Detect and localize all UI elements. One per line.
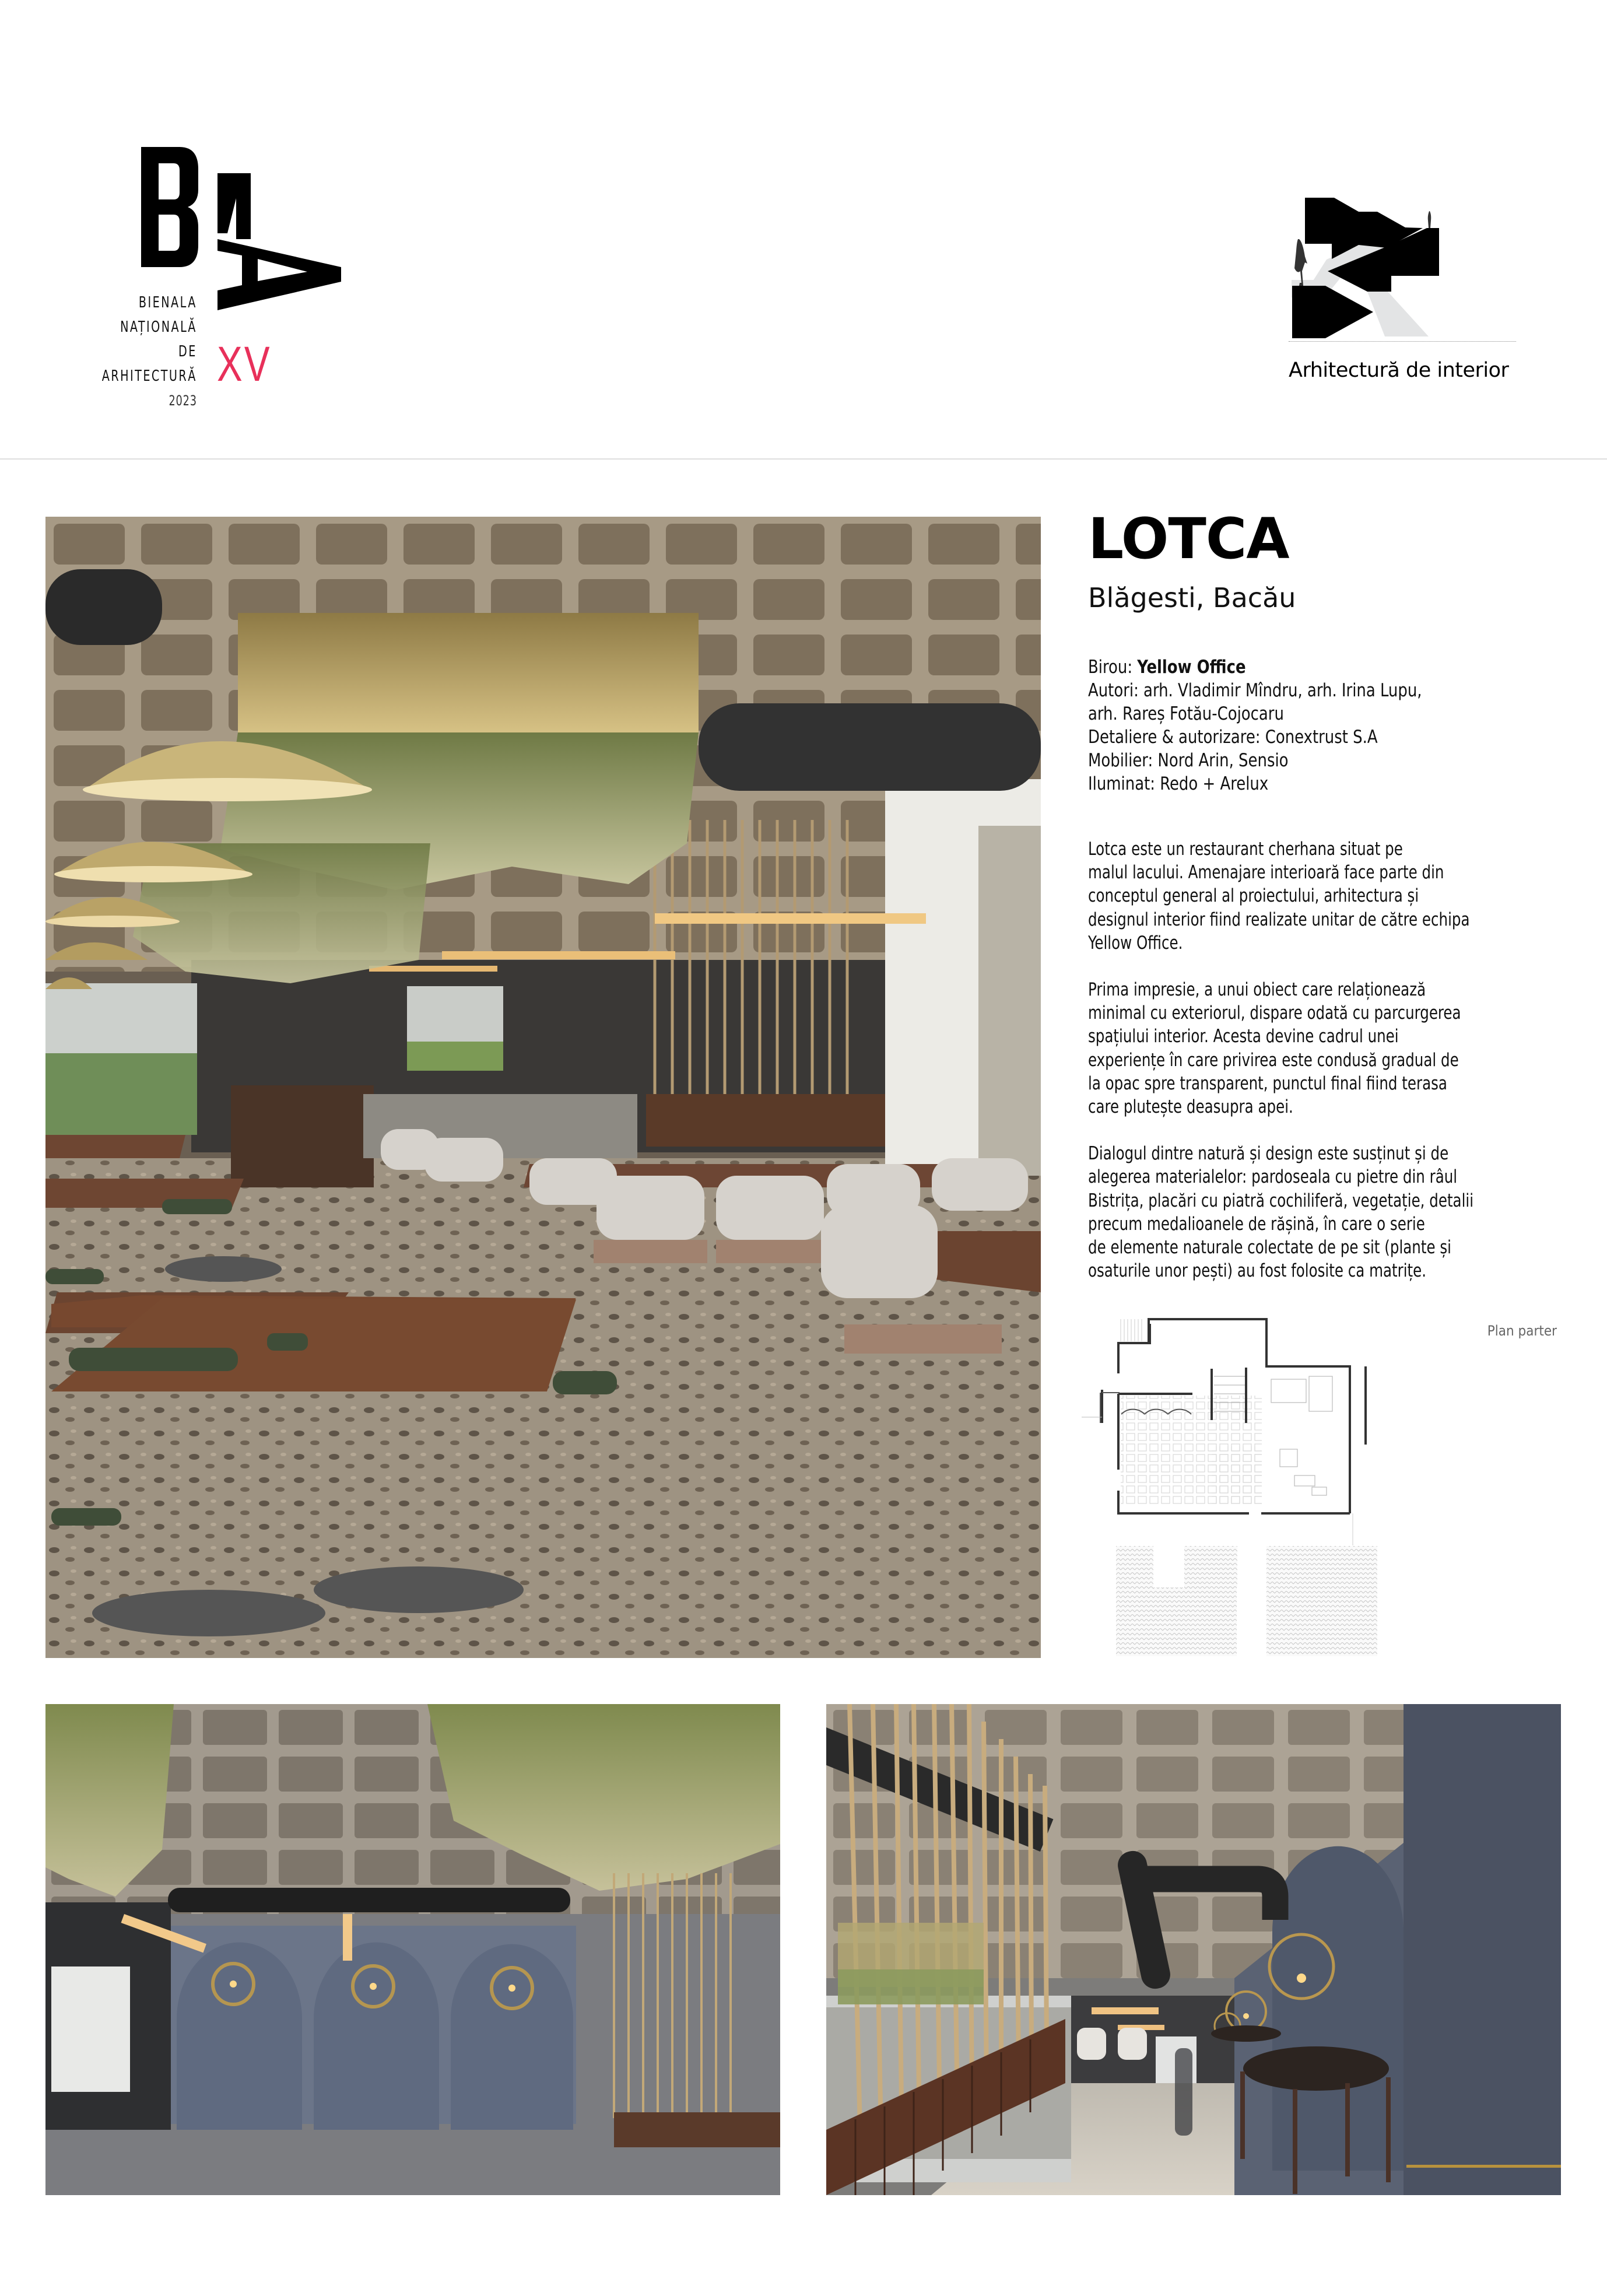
credit-furniture: Mobilier: Nord Arin, Sensio (1088, 750, 1289, 771)
caption-line: ARHITECTURĂ (101, 367, 197, 385)
project-title: LOTCA (1088, 506, 1289, 572)
plan-label: Plan parter (1487, 1323, 1557, 1339)
caption-line: BIENALA (139, 294, 197, 311)
main-photo (45, 517, 1041, 1658)
description-paragraph: Prima impresie, a unui obiect care relaționează minimal cu exteriorul, dispare odată cu parcurgerea spațiului interior. Acesta devine cadrul unei experiențe în care privirea este condusă gradual de la opac spre transparent, punctul final fiind terasa care plutește deasupra apei. (1088, 979, 1461, 1118)
description (1088, 837, 1566, 1282)
credits (1088, 656, 1566, 795)
caption-line: DE (178, 343, 197, 360)
credit-detailing: Detaliere & autorizare: Conextrust S.A (1088, 727, 1378, 748)
bna-caption (102, 290, 197, 413)
floor-plan-drawing-icon (1079, 1306, 1574, 1656)
interior-architecture-pictogram-icon (1271, 175, 1528, 344)
description-paragraph: Lotca este un restaurant cherhana situat pe malul lacului. Amenajare interioară face parte din conceptul general al proiectului, arhitectura și designul interior fiind realizate unitar de către echipa Yellow Office. (1088, 839, 1470, 954)
floor-plan (1079, 1306, 1574, 1656)
photo-corridor-rope-screen (826, 1704, 1561, 2195)
photo-sideboard-arches (45, 1704, 780, 2195)
description-paragraph: Dialogul dintre natură și design este susținut și de alegerea materialelor: pardoseala cu pietre din râul Bistrița, placări cu piatră cochiliferă, vegetație, detalii precum medalioanele de rășină, în care o serie de elemente naturale colectate de pe sit (plante și osaturile unor pești) au fost folosite ca matrițe. (1088, 1143, 1474, 1282)
section-caption: Arhitectură de interior (1289, 359, 1509, 382)
credit-authors-cont: arh. Rareș Fotău-Cojocaru (1088, 703, 1284, 724)
divider (1289, 341, 1516, 342)
credit-office: Birou: Yellow Office (1088, 657, 1246, 678)
header-divider (0, 458, 1607, 460)
section-logo (1271, 175, 1528, 397)
bna-edition: XV (217, 336, 272, 391)
project-location: Blăgesti, Bacău (1088, 582, 1296, 614)
bna-logo (101, 134, 350, 414)
credit-authors: Autori: arh. Vladimir Mîndru, arh. Irina Lupu, (1088, 680, 1422, 701)
caption-line: NAȚIONALĂ (120, 318, 197, 336)
credit-lighting: Iluminat: Redo + Arelux (1088, 773, 1269, 794)
project-info (1088, 507, 1566, 1306)
bna-year: 2023 (169, 392, 197, 409)
